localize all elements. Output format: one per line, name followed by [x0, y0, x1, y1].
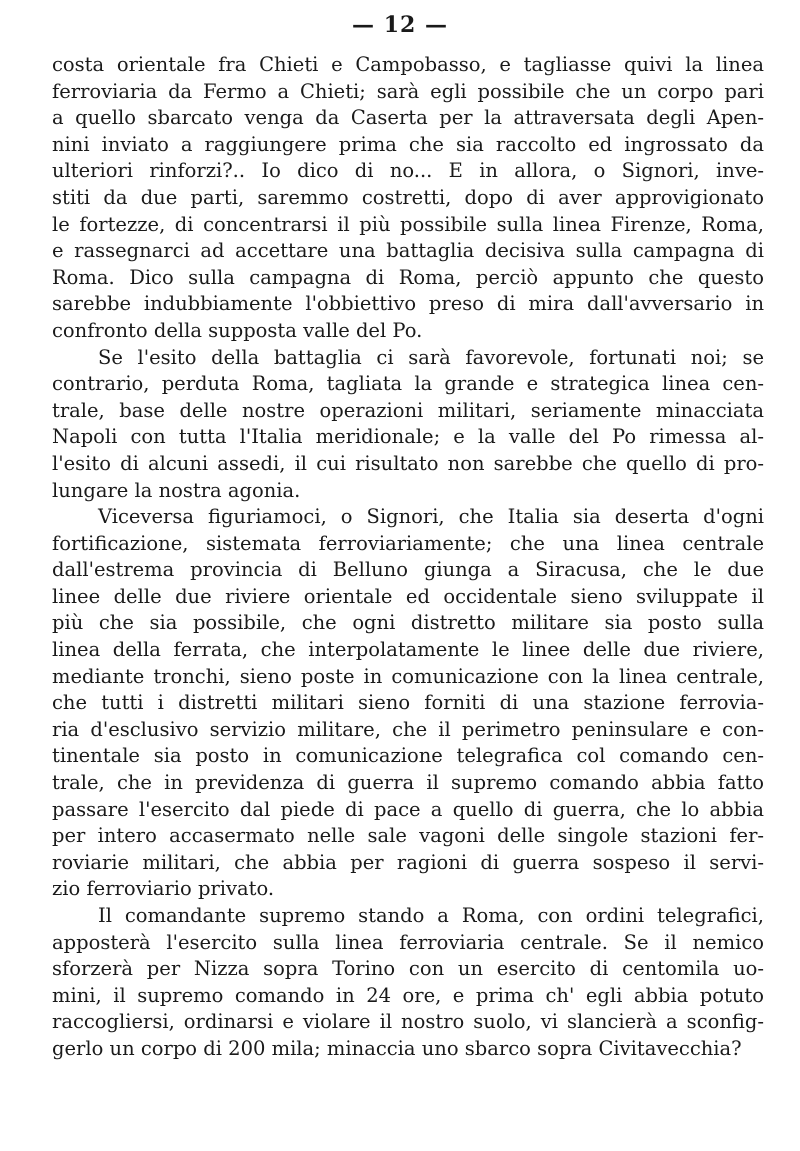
text-line: lungare la nostra agonia. — [52, 478, 301, 502]
text-line: dall'estrema provincia di Belluno giunga a Siracusa, che le due — [52, 558, 764, 582]
text-line: stiti da due parti, saremmo costretti, dopo di aver approvigionato — [52, 185, 764, 209]
text-line: Napoli con tutta l'Italia meridionale; e la valle del Po rimessa al- — [52, 425, 764, 449]
text-line: linea della ferrata, che interpolatamente le linee delle due riviere, — [52, 638, 764, 662]
text-line: Il comandante supremo stando a Roma, con ordini telegrafici, — [98, 904, 764, 927]
text-line: roviarie militari, che abbia per ragioni di guerra sospeso il servi- — [52, 850, 764, 874]
text-line: per intero accasermato nelle sale vagoni delle singole stazioni fer- — [52, 824, 764, 848]
text-line: sforzerà per Nizza sopra Torino con un esercito di centomila uo- — [52, 957, 764, 981]
text-line: nini inviato a raggiungere prima che sia raccolto ed ingrossato da — [52, 132, 764, 156]
paragraph-4 — [52, 903, 764, 1063]
text-line: zio ferroviario privato. — [52, 877, 275, 901]
text-line: confronto della supposta valle del Po. — [52, 318, 423, 342]
text-line: a quello sbarcato venga da Caserta per la attraversata degli Apen- — [52, 106, 764, 130]
text-line: contrario, perduta Roma, tagliata la grande e strategica linea cen- — [52, 372, 764, 396]
text-line: trale, base delle nostre operazioni militari, seriamente minacciata — [52, 398, 764, 422]
text-line: apposterà l'esercito sulla linea ferroviaria centrale. Se il nemico — [52, 930, 764, 954]
text-line: Se l'esito della battaglia ci sarà favorevole, fortunati noi; se — [98, 345, 764, 369]
text-line: raccogliersi, ordinarsi e violare il nostro suolo, vi slancierà a sconfig- — [52, 1010, 764, 1034]
text-line: più che sia possibile, che ogni distretto militare sia posto sulla — [52, 611, 764, 635]
page-number: — 12 — — [352, 12, 448, 38]
text-line: le fortezze, di concentrarsi il più possibile sulla linea Firenze, Roma, — [52, 212, 764, 236]
text-line: mini, il supremo comando in 24 ore, e prima ch' egli abbia potuto — [52, 983, 764, 1007]
text-line: ulteriori rinforzi?.. Io dico di no... E in allora, o Signori, inve- — [52, 159, 764, 183]
paragraph-2 — [52, 345, 764, 505]
paragraph-3 — [52, 504, 764, 903]
paragraph-1 — [52, 52, 764, 345]
text-line: fortificazione, sistemata ferroviariamente; che una linea centrale — [52, 531, 764, 555]
text-line: sarebbe indubbiamente l'obbiettivo preso di mira dall'avversario in — [52, 292, 764, 316]
text-line: l'esito di alcuni assedi, il cui risultato non sarebbe che quello di pro- — [52, 451, 764, 475]
text-line: trale, che in previdenza di guerra il supremo comando abbia fatto — [52, 771, 764, 795]
text-line: e rassegnarci ad accettare una battaglia decisiva sulla campagna di — [52, 239, 764, 263]
text-line: tinentale sia posto in comunicazione telegrafica col comando cen- — [52, 744, 764, 768]
text-line: che tutti i distretti militari sieno forniti di una stazione ferrovia- — [52, 691, 764, 715]
text-line: Viceversa figuriamoci, o Signori, che Italia sia deserta d'ogni — [98, 505, 764, 529]
text-line: linee delle due riviere orientale ed occidentale sieno sviluppate il — [52, 584, 764, 608]
text-line: passare l'esercito dal piede di pace a quello di guerra, che lo abbia — [52, 797, 764, 821]
text-line: Roma. Dico sulla campagna di Roma, perciò appunto che questo — [52, 265, 764, 289]
body-text — [52, 52, 764, 1063]
text-line: mediante tronchi, sieno poste in comunicazione con la linea centrale, — [52, 664, 764, 688]
text-line: costa orientale fra Chieti e Campobasso, e tagliasse quivi la linea — [52, 53, 764, 76]
text-line: gerlo un corpo di 200 mila; minaccia uno sbarco sopra Civitavecchia? — [52, 1036, 742, 1060]
text-line: ria d'esclusivo servizio militare, che il perimetro peninsulare e con- — [52, 717, 764, 741]
text-line: ferroviaria da Fermo a Chieti; sarà egli possibile che un corpo pari — [52, 79, 764, 103]
